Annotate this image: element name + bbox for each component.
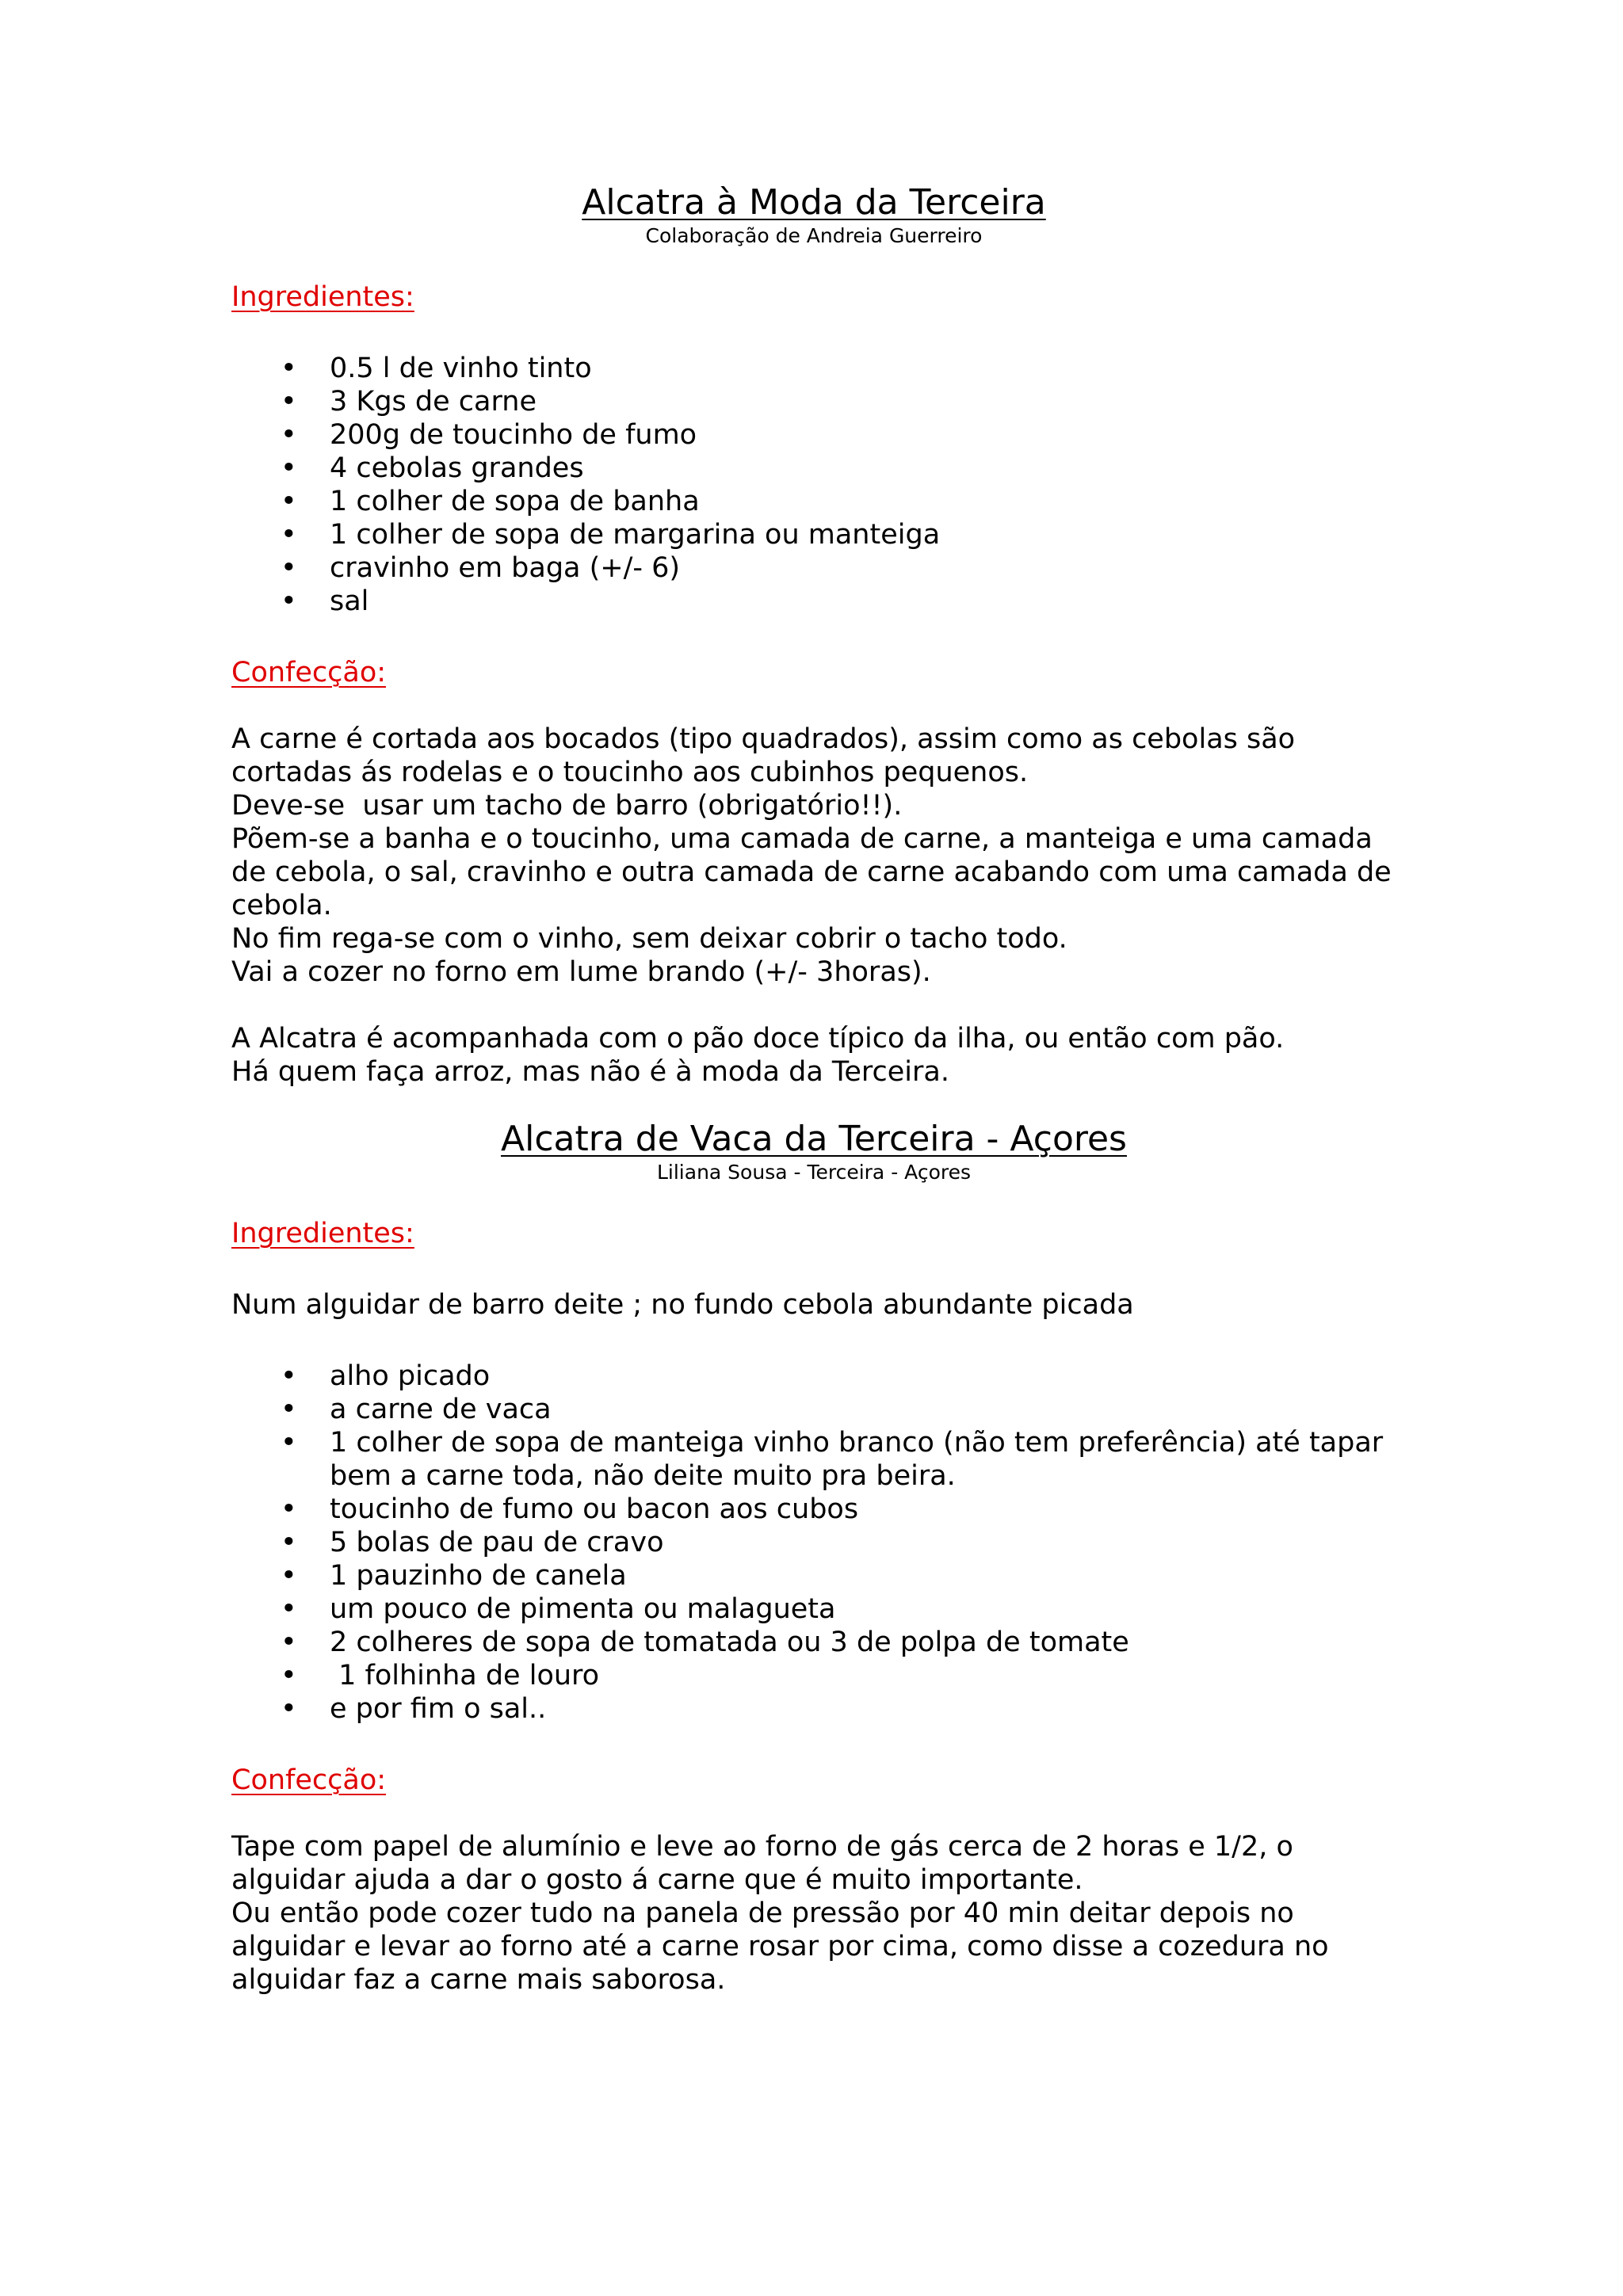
bullet-icon: •: [281, 1560, 297, 1592]
recipe-2-ingredients-heading: Ingredientes:: [231, 1218, 414, 1249]
method-line: No fim rega-se com o vinho, sem deixar cobrir o tacho todo.: [231, 923, 1067, 955]
list-item: • 1 folhinha de louro: [281, 1660, 600, 1691]
bullet-icon: •: [281, 1394, 297, 1425]
method-line: alguidar ajuda a dar o gosto á carne que é muito importante.: [231, 1864, 1083, 1896]
bullet-icon: •: [281, 585, 297, 617]
method-line: A carne é cortada aos bocados (tipo quadrados), assim como as cebolas são: [231, 723, 1296, 755]
bullet-icon: •: [281, 1693, 297, 1725]
list-item: • um pouco de pimenta ou malagueta: [281, 1593, 836, 1625]
bullet-icon: •: [281, 419, 297, 451]
method-line: Deve-se usar um tacho de barro (obrigatório!!).: [231, 790, 903, 822]
recipe-2-ingredients-list: [231, 1360, 1396, 1726]
list-item: • 200g de toucinho de fumo: [281, 419, 697, 451]
recipe-2: [231, 1119, 1396, 1997]
list-item: • 4 cebolas grandes: [281, 452, 584, 484]
method-line: Vai a cozer no forno em lume brando (+/- 3horas).: [231, 956, 931, 988]
bullet-icon: •: [281, 452, 297, 484]
list-item: • sal: [281, 585, 369, 617]
recipe-1-method: [231, 723, 1396, 989]
recipe-1-ingredients-heading: Ingredientes:: [231, 281, 414, 313]
recipe-1-note: [231, 1022, 1396, 1089]
bullet-icon: •: [281, 486, 297, 517]
note-line: A Alcatra é acompanhada com o pão doce típico da ilha, ou então com pão.: [231, 1023, 1285, 1055]
bullet-icon: •: [281, 353, 297, 384]
bullet-icon: •: [281, 1627, 297, 1658]
list-item: • 0.5 l de vinho tinto: [281, 353, 592, 384]
method-line: Tape com papel de alumínio e leve ao forno de gás cerca de 2 horas e 1/2, o: [231, 1831, 1293, 1863]
list-item: • toucinho de fumo ou bacon aos cubos: [281, 1493, 859, 1525]
method-line: cortadas ás rodelas e o toucinho aos cubinhos pequenos.: [231, 757, 1029, 788]
method-line: Ou então pode cozer tudo na panela de pressão por 40 min deitar depois no: [231, 1897, 1294, 1929]
recipe-1-method-heading: Confecção:: [231, 657, 387, 688]
recipe-2-title: Alcatra de Vaca da Terceira - Açores: [501, 1119, 1127, 1159]
bullet-icon: •: [281, 1427, 297, 1459]
recipe-2-method: [231, 1830, 1396, 1997]
bullet-icon: •: [281, 1660, 297, 1691]
list-item: • cravinho em baga (+/- 6): [281, 552, 681, 584]
document-page: [231, 182, 1396, 1997]
list-item: • 1 colher de sopa de manteiga vinho branco (não tem preferência) até tapar bem a carne toda, não deite muito pra beira.: [281, 1427, 1392, 1492]
list-item: • e por fim o sal..: [281, 1693, 547, 1725]
recipe-2-intro: Num alguidar de barro deite ; no fundo cebola abundante picada: [231, 1289, 1134, 1321]
recipe-2-subtitle: Liliana Sousa - Terceira - Açores: [656, 1161, 972, 1184]
bullet-icon: •: [281, 552, 297, 584]
list-item: • 3 Kgs de carne: [281, 386, 537, 418]
method-line: alguidar e levar ao forno até a carne rosar por cima, como disse a cozedura no: [231, 1931, 1329, 1962]
recipe-1-ingredients-list: [231, 352, 1396, 618]
method-line: alguidar faz a carne mais saborosa.: [231, 1964, 726, 1996]
bullet-icon: •: [281, 1593, 297, 1625]
bullet-icon: •: [281, 519, 297, 551]
bullet-icon: •: [281, 1493, 297, 1525]
list-item: • 2 colheres de sopa de tomatada ou 3 de polpa de tomate: [281, 1627, 1129, 1658]
bullet-icon: •: [281, 1360, 297, 1392]
list-item: • 5 bolas de pau de cravo: [281, 1527, 664, 1558]
bullet-icon: •: [281, 386, 297, 418]
method-line: de cebola, o sal, cravinho e outra camada de carne acabando com uma camada de: [231, 856, 1392, 888]
recipe-1-title: Alcatra à Moda da Terceira: [582, 182, 1046, 223]
note-line: Há quem faça arroz, mas não é à moda da Terceira.: [231, 1056, 949, 1088]
list-item: • 1 colher de sopa de margarina ou manteiga: [281, 519, 941, 551]
list-item: • 1 pauzinho de canela: [281, 1560, 627, 1592]
list-item: • alho picado: [281, 1360, 491, 1392]
bullet-icon: •: [281, 1527, 297, 1558]
method-line: cebola.: [231, 890, 332, 921]
recipe-1-subtitle: Colaboração de Andreia Guerreiro: [645, 224, 983, 247]
recipe-2-method-heading: Confecção:: [231, 1764, 387, 1796]
recipe-1: [231, 182, 1396, 1089]
list-item: • a carne de vaca: [281, 1394, 552, 1425]
method-line: Põem-se a banha e o toucinho, uma camada de carne, a manteiga e uma camada: [231, 823, 1373, 855]
list-item: • 1 colher de sopa de banha: [281, 486, 700, 517]
